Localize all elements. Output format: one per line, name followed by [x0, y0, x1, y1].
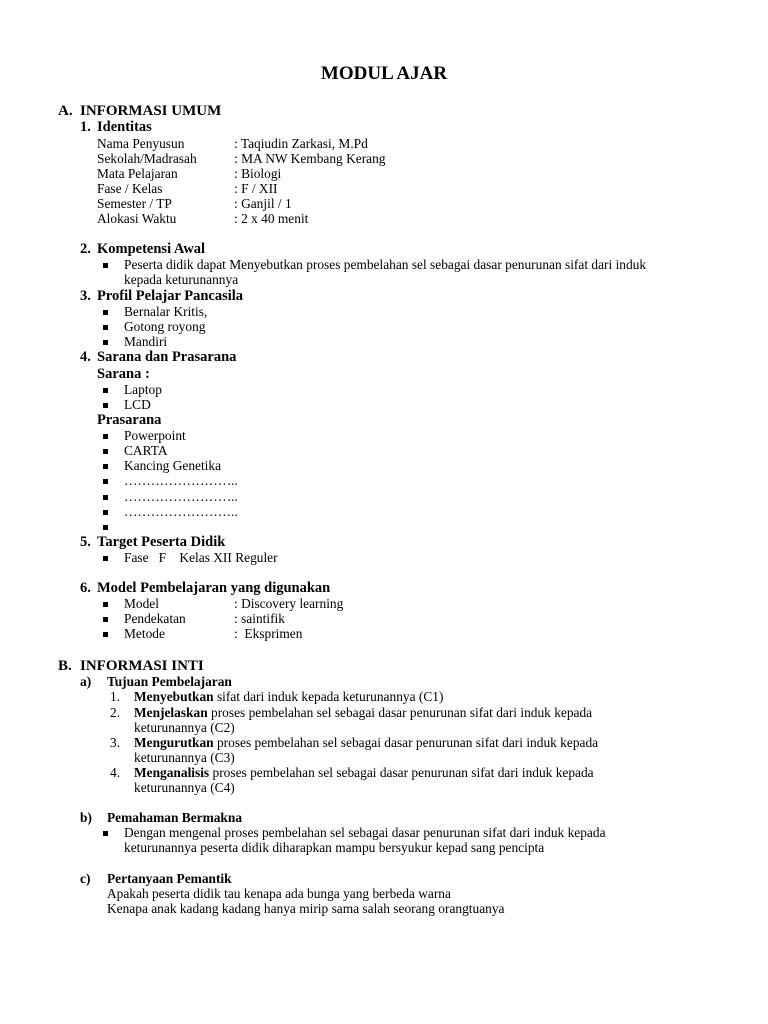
bullet-icon — [103, 449, 108, 454]
model-label: Metode — [124, 626, 165, 641]
model-label: Model — [124, 596, 159, 611]
identitas-label: Sekolah/Madrasah — [97, 151, 197, 166]
kompetensi-number: 2. — [80, 241, 91, 257]
tujuan-num: 4. — [110, 765, 121, 780]
tujuan-title: Tujuan Pembelajaran — [107, 674, 232, 689]
target-number: 5. — [80, 534, 91, 550]
list-item: Gotong royong — [124, 319, 206, 334]
bullet-icon — [103, 479, 108, 484]
section-b-title: INFORMASI INTI — [80, 658, 204, 674]
pertanyaan-text: Kenapa anak kadang kadang hanya mirip sama salah seorang orangtuanya — [107, 901, 505, 916]
list-item: LCD — [124, 397, 151, 412]
bullet-icon — [103, 434, 108, 439]
bullet-icon — [103, 525, 108, 530]
bullet-icon — [103, 617, 108, 622]
sarana-number: 4. — [80, 349, 91, 365]
kompetensi-title: Kompetensi Awal — [97, 241, 206, 257]
pertanyaan-title: Pertanyaan Pemantik — [107, 871, 232, 886]
kompetensi-text: Peserta didik dapat Menyebutkan proses pembelahan sel sebagai dasar penurunan sifat dari induk — [124, 257, 647, 272]
list-item: Mandiri — [124, 334, 168, 349]
identitas-value: : Ganjil / 1 — [234, 196, 292, 211]
identitas-value: : MA NW Kembang Kerang — [234, 151, 386, 166]
sarana-sublabel: Sarana : — [97, 366, 150, 382]
tujuan-line2: keturunannya (C3) — [134, 750, 235, 765]
pemahaman-text: Dengan mengenal proses pembelahan sel sebagai dasar penurunan sifat dari induk kepada — [124, 825, 606, 840]
identitas-number: 1. — [80, 119, 91, 135]
bullet-icon — [103, 388, 108, 393]
list-item: …………………….. — [124, 489, 238, 504]
model-title: Model Pembelajaran yang digunakan — [97, 580, 331, 596]
target-title: Target Peserta Didik — [97, 534, 226, 550]
kompetensi-text: kepada keturunannya — [124, 272, 239, 287]
identitas-value: : F / XII — [234, 181, 278, 196]
section-a-label: A. — [58, 103, 73, 119]
bullet-icon — [103, 464, 108, 469]
document-title: MODUL AJAR — [320, 63, 448, 84]
prasarana-sublabel: Prasarana — [97, 412, 162, 428]
bullet-icon — [103, 340, 108, 345]
tujuan-rest: sifat dari induk kepada keturunannya (C1) — [213, 689, 444, 704]
tujuan-rest: proses pembelahan sel sebagai dasar penurunan sifat dari induk kepada — [207, 705, 593, 720]
profil-number: 3. — [80, 288, 91, 304]
list-item: Kancing Genetika — [124, 458, 222, 473]
identitas-label: Nama Penyusun — [97, 136, 185, 151]
bullet-icon — [103, 510, 108, 515]
bullet-icon — [103, 325, 108, 330]
bullet-icon — [103, 310, 108, 315]
identitas-label: Fase / Kelas — [97, 181, 163, 196]
bullet-icon — [103, 495, 108, 500]
profil-title: Profil Pelajar Pancasila — [97, 288, 244, 304]
target-text: Fase F Kelas XII Reguler — [124, 550, 278, 565]
model-value: : saintifik — [234, 611, 285, 626]
tujuan-verb: Menyebutkan — [134, 689, 214, 704]
list-item: CARTA — [124, 443, 168, 458]
pemahaman-title: Pemahaman Bermakna — [107, 810, 243, 825]
tujuan-num: 1. — [110, 689, 121, 704]
identitas-title: Identitas — [97, 119, 152, 135]
bullet-icon — [103, 556, 108, 561]
tujuan-verb: Menganalisis — [134, 765, 210, 780]
list-item: …………………….. — [124, 504, 238, 519]
tujuan-num: 3. — [110, 735, 121, 750]
identitas-value: : Taqiudin Zarkasi, M.Pd — [234, 136, 368, 151]
identitas-value: : 2 x 40 menit — [234, 211, 309, 226]
model-number: 6. — [80, 580, 91, 596]
list-item: Powerpoint — [124, 428, 186, 443]
tujuan-item — [134, 735, 598, 751]
list-item: Laptop — [124, 382, 162, 397]
tujuan-rest: proses pembelahan sel sebagai dasar penurunan sifat dari induk kepada — [213, 735, 599, 750]
model-value: : Discovery learning — [234, 596, 344, 611]
tujuan-rest: proses pembelahan sel sebagai dasar penurunan sifat dari induk kepada — [209, 765, 594, 780]
bullet-icon — [103, 831, 108, 836]
pertanyaan-text: Apakah peserta didik tau kenapa ada bunga yang berbeda warna — [107, 886, 451, 901]
identitas-label: Semester / TP — [97, 196, 172, 211]
identitas-value: : Biologi — [234, 166, 282, 181]
tujuan-item — [134, 765, 594, 781]
tujuan-num: 2. — [110, 705, 121, 720]
list-item: Bernalar Kritis, — [124, 304, 208, 319]
bullet-icon — [103, 403, 108, 408]
identitas-label: Alokasi Waktu — [97, 211, 177, 226]
bullet-icon — [103, 263, 108, 268]
list-item: …………………….. — [124, 473, 238, 488]
pemahaman-text: keturunannya peserta didik diharapkan mampu bersyukur kepad sang pencipta — [124, 840, 545, 855]
tujuan-line2: keturunannya (C4) — [134, 780, 235, 795]
section-b-label: B. — [58, 658, 72, 674]
pemahaman-letter: b) — [80, 810, 92, 825]
pertanyaan-letter: c) — [80, 871, 91, 886]
tujuan-verb: Mengurutkan — [134, 735, 214, 750]
identitas-label: Mata Pelajaran — [97, 166, 178, 181]
sarana-title: Sarana dan Prasarana — [97, 349, 237, 365]
bullet-icon — [103, 602, 108, 607]
model-label: Pendekatan — [124, 611, 186, 626]
section-a-title: INFORMASI UMUM — [80, 103, 222, 119]
tujuan-letter: a) — [80, 674, 92, 689]
tujuan-item — [134, 689, 443, 705]
tujuan-verb: Menjelaskan — [134, 705, 208, 720]
tujuan-item — [134, 705, 592, 721]
model-value: : Eksprimen — [234, 626, 303, 641]
tujuan-line2: keturunannya (C2) — [134, 720, 235, 735]
bullet-icon — [103, 632, 108, 637]
